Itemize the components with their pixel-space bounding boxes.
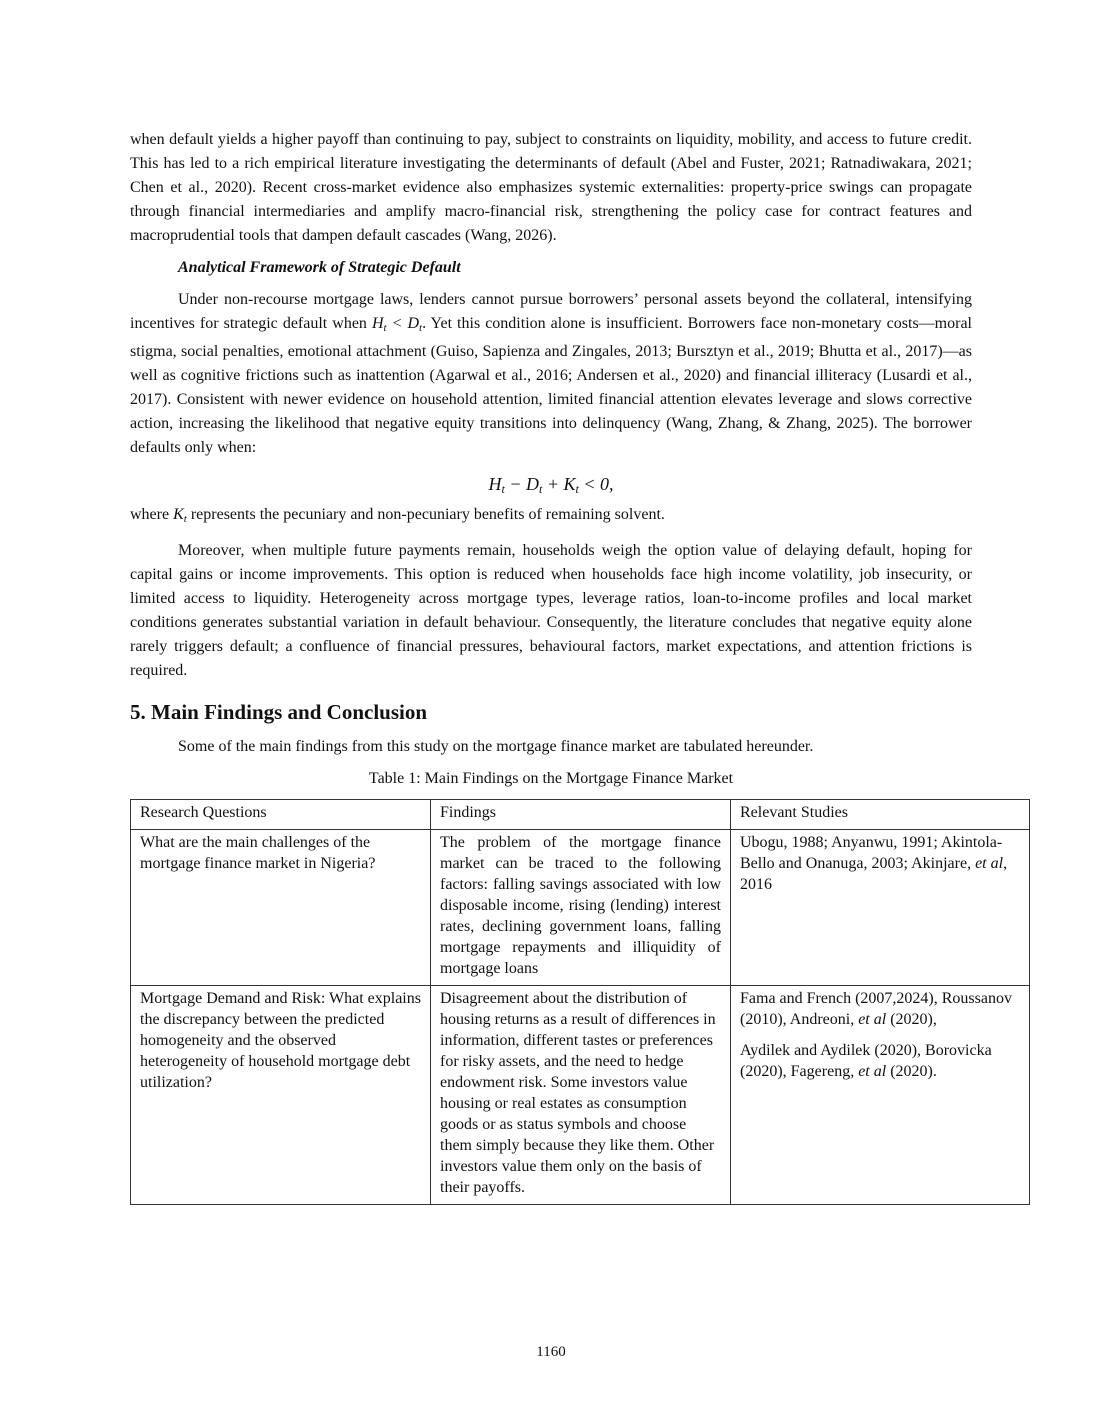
paragraph-non-recourse-start: Under non-recourse mortgage laws, lenders cannot pursue borrowers’ personal assets beyond the collateral, intensifying incentives for strategic default when bbox=[130, 291, 972, 332]
header-findings: Findings bbox=[431, 800, 731, 830]
paragraph-option-value: Moreover, when multiple future payments remain, households weigh the option value of delaying default, hoping for capital gains or income improvements. This option is reduced when households face high income volatility, job insecurity, or limited access to liquidity. Heterogeneity across mortgage types, leverage ratios, loan-to-income profiles and local market conditions generates substantial variation in default behaviour. Consequently, the literature concludes that negative equity alone rarely triggers default; a confluence of financial pressures, behavioural factors, market expectations, and attention frictions is required. bbox=[130, 542, 972, 679]
row2-studies1-etal: et al bbox=[858, 1011, 887, 1028]
row2-studies-group2 bbox=[740, 1040, 1020, 1082]
header-research-questions: Research Questions bbox=[131, 800, 431, 830]
row1-studies-year: , 2016 bbox=[740, 855, 1008, 893]
header-relevant-studies: Relevant Studies bbox=[731, 800, 1030, 830]
page-number: 1160 bbox=[536, 1344, 566, 1360]
row1-studies bbox=[731, 830, 1030, 986]
row2-studies2-etal: et al bbox=[858, 1063, 887, 1080]
row1-studies-etal: et al bbox=[975, 855, 1004, 872]
row2-studies-group1 bbox=[740, 988, 1020, 1030]
table-caption: Table 1: Main Findings on the Mortgage Finance Market bbox=[368, 770, 734, 787]
findings-table bbox=[130, 799, 1030, 1205]
row2-finding: Disagreement about the distribution of housing returns as a result of differences in information, different tastes or preferences for risky assets, and the need to hedge endowment risk. Some investors value housing or real estates as consumption goods or as status symbols and choose them simply because they like them. Other investors value them only on the basis of their payoffs. bbox=[431, 986, 731, 1205]
paragraph-non-recourse bbox=[130, 288, 972, 460]
section-intro: Some of the main findings from this study on the mortgage finance market are tabulated hereunder. bbox=[178, 738, 814, 755]
where-end: represents the pecuniary and non-pecuniary benefits of remaining solvent. bbox=[186, 506, 665, 523]
row2-studies2-text: Aydilek and Aydilek (2020), Borovicka (2020), Fagereng, bbox=[740, 1042, 992, 1080]
table-header-row bbox=[131, 800, 1030, 830]
row1-question: What are the main challenges of the mortgage finance market in Nigeria? bbox=[131, 830, 431, 986]
inline-math-kt: $K_t$ bbox=[173, 506, 187, 525]
row2-studies bbox=[731, 986, 1030, 1205]
default-equation: $H_t - D_t + K_t < 0$, bbox=[488, 474, 614, 496]
row2-studies1-year: (2020), bbox=[886, 1011, 937, 1028]
page-content bbox=[130, 128, 1012, 1205]
row2-studies1-text: Fama and French (2007,2024), Roussanov (2010), Andreoni, bbox=[740, 990, 1012, 1028]
inline-math-condition: $H_t < D_t$ bbox=[371, 315, 423, 334]
row1-finding: The problem of the mortgage finance market can be traced to the following factors: falling savings associated with low disposable income, rising (lending) interest rates, declining government loans, falling mortgage repayments and illiquidity of mortgage loans bbox=[431, 830, 731, 986]
table-row bbox=[131, 830, 1030, 986]
paragraph-where bbox=[130, 503, 972, 531]
subheading-analytical-framework: Analytical Framework of Strategic Default bbox=[178, 259, 461, 276]
where-start: where bbox=[130, 506, 174, 523]
table-row bbox=[131, 986, 1030, 1205]
row2-question: Mortgage Demand and Risk: What explains the discrepancy between the predicted homogeneity and the observed heterogeneity of household mortgage debt utilization? bbox=[131, 986, 431, 1205]
section-heading: 5. Main Findings and Conclusion bbox=[130, 700, 428, 724]
row2-studies2-year: (2020). bbox=[886, 1063, 937, 1080]
paragraph-default-payoff: when default yields a higher payoff than continuing to pay, subject to constraints on liquidity, mobility, and access to future credit. This has led to a rich empirical literature investigating the determinants of default (Abel and Fuster, 2021; Ratnadiwakara, 2021; Chen et al., 2020). Recent cross-market evidence also emphasizes systemic externalities: property-price swings can propagate through financial intermediaries and amplify macro-financial risk, strengthening the policy case for contract features and macroprudential tools that dampen default cascades (Wang, 2026). bbox=[130, 131, 972, 244]
paragraph-non-recourse-end: . Yet this condition alone is insufficient. Borrowers face non-monetary costs—moral stigma, social penalties, emotional attachment (Guiso, Sapienza and Zingales, 2013; Bursztyn et al., 2019; Bhutta et al., 2017)—as well as cognitive frictions such as inattention (Agarwal et al., 2016; Andersen et al., 2020) and financial illiteracy (Lusardi et al., 2017). Consistent with newer evidence on household attention, limited financial attention elevates leverage and slows corrective action, increasing the likelihood that negative equity transitions into delinquency (Wang, Zhang, & Zhang, 2025). The borrower defaults only when: bbox=[130, 315, 973, 456]
row1-studies-text: Ubogu, 1988; Anyanwu, 1991; Akintola-Bello and Onanuga, 2003; Akinjare, bbox=[740, 834, 1003, 872]
